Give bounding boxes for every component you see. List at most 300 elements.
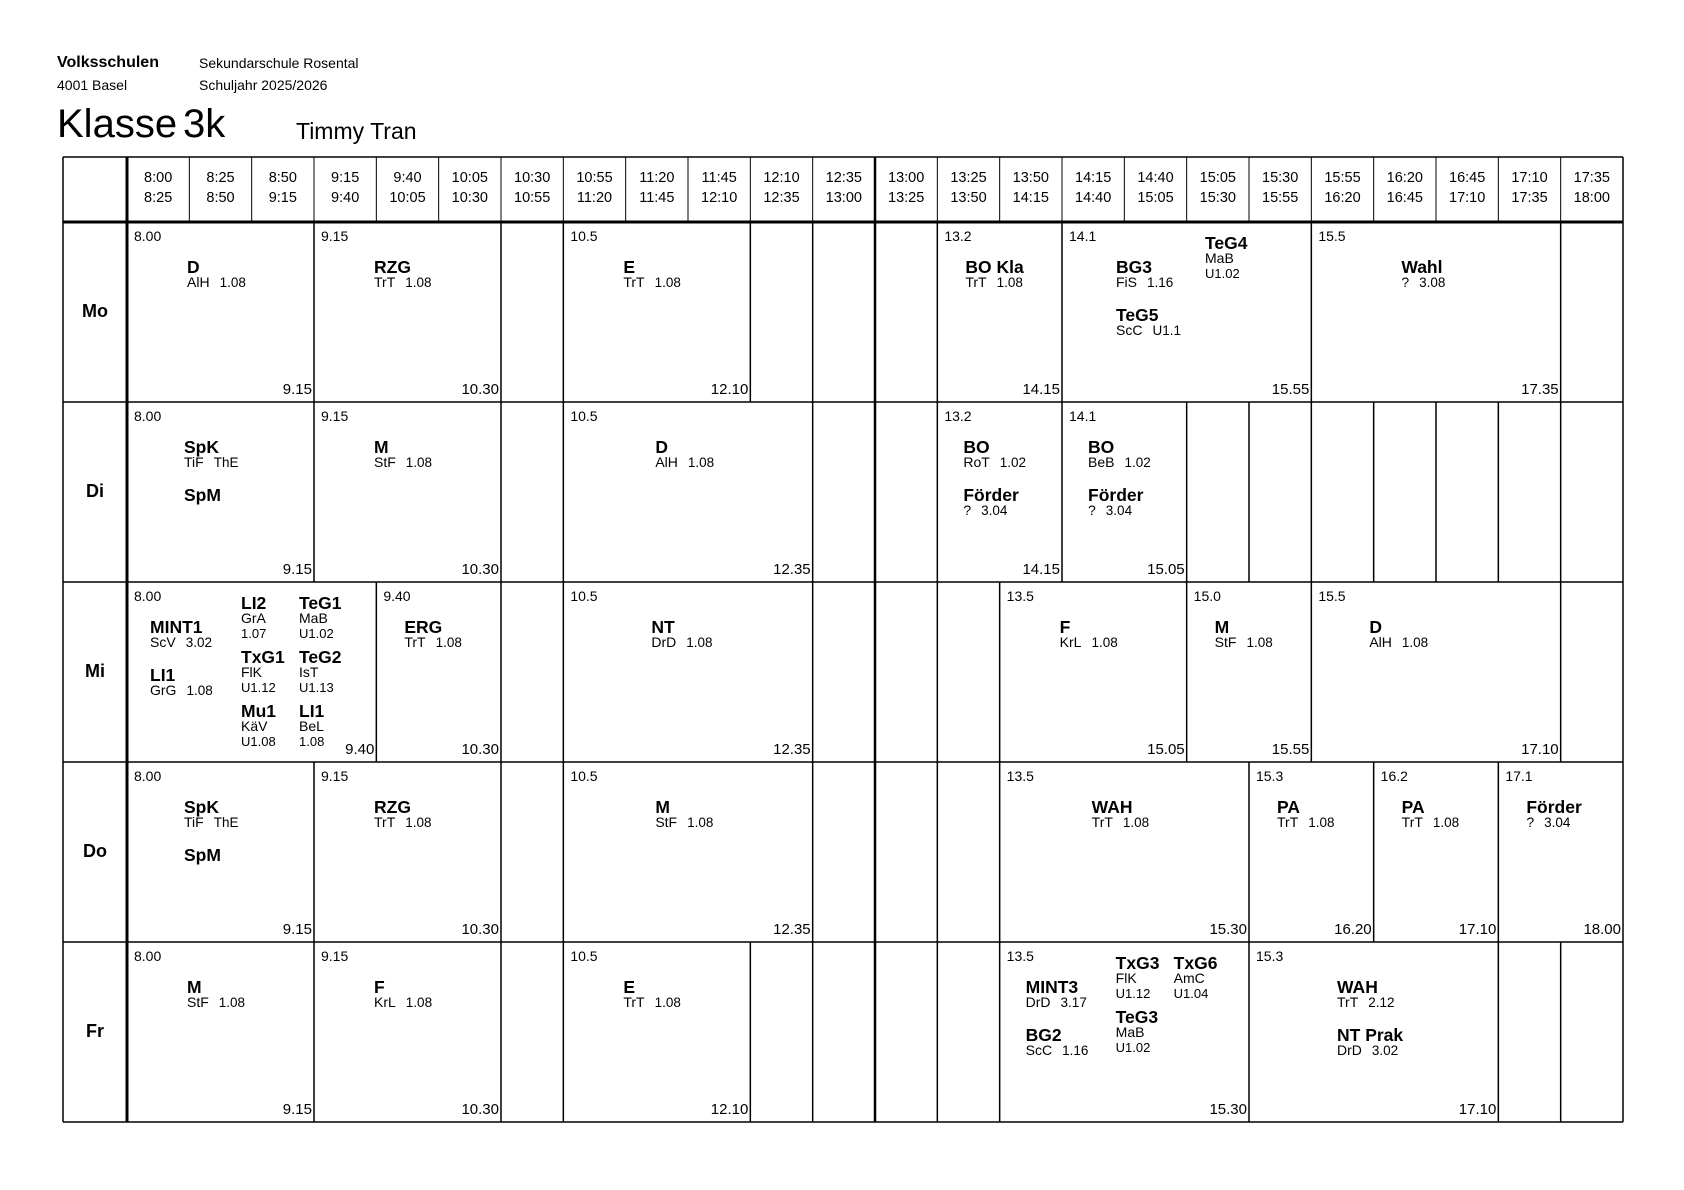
- lesson-start-time: 10.5: [570, 588, 598, 604]
- room-code: 1.02: [1124, 455, 1151, 470]
- room-code: 1.08: [654, 995, 681, 1010]
- subject-code: LI1: [299, 701, 325, 721]
- subject-code: M: [187, 977, 202, 997]
- subject-code: D: [1369, 617, 1382, 637]
- room-code: U1.04: [1173, 986, 1209, 1001]
- lesson-entry: [1088, 485, 1144, 518]
- subject-code: WAH: [1091, 797, 1133, 817]
- lesson-entry: [184, 437, 239, 470]
- lesson-end-time: 10.30: [461, 921, 499, 938]
- teacher-code: AmC: [1173, 970, 1205, 986]
- teacher-code: StF: [374, 454, 396, 470]
- teacher-code: TrT: [965, 274, 987, 290]
- lesson-entry: [404, 617, 462, 650]
- lesson-start-time: 17.1: [1505, 768, 1533, 784]
- room-code: 1.08: [405, 995, 433, 1010]
- time-slot-header: [127, 168, 189, 208]
- lesson-block[interactable]: [127, 222, 314, 402]
- slot-end-time: 13:25: [888, 190, 925, 206]
- room-code: 1.16: [1062, 1043, 1089, 1058]
- slot-start-time: 14:40: [1137, 170, 1174, 186]
- lesson-block[interactable]: [1374, 762, 1499, 942]
- lesson-block[interactable]: [563, 582, 812, 762]
- day-label: Mi: [85, 661, 105, 681]
- subject-code: NT Prak: [1337, 1025, 1404, 1045]
- lesson-block[interactable]: [563, 762, 812, 942]
- subject-code: Wahl: [1401, 257, 1443, 277]
- lesson-start-time: 15.3: [1256, 768, 1284, 784]
- lesson-end-time: 12.35: [773, 741, 811, 758]
- lesson-block[interactable]: [1311, 582, 1560, 762]
- lesson-entry: [1025, 1025, 1089, 1058]
- teacher-code: DrD: [1025, 994, 1051, 1010]
- lesson-entry: [1277, 797, 1335, 830]
- subject-code: LI1: [150, 665, 176, 685]
- teacher-code: AlH: [655, 454, 678, 470]
- room-code: U1.02: [299, 626, 334, 641]
- slot-start-time: 14:15: [1075, 170, 1112, 186]
- time-slot-header: [1187, 168, 1249, 208]
- teacher-code: ScC: [1025, 1042, 1053, 1058]
- room-code: U1.12: [1115, 986, 1151, 1001]
- subject-code: TxG1: [241, 647, 285, 667]
- lesson-start-time: 9.15: [321, 408, 349, 424]
- lesson-entry: [1059, 617, 1118, 650]
- lesson-start-time: 13.5: [1006, 768, 1034, 784]
- lesson-entry: [1091, 797, 1150, 830]
- slot-start-time: 17:35: [1573, 170, 1610, 186]
- lesson-end-time: 9.40: [345, 741, 375, 758]
- subject-code: MINT1: [150, 617, 203, 637]
- time-slot-header: [813, 168, 875, 208]
- subject-code: BO Kla: [965, 257, 1024, 277]
- slot-end-time: 9:15: [268, 190, 297, 206]
- room-code: 1.08: [218, 995, 246, 1010]
- slot-start-time: 12:10: [763, 170, 800, 186]
- teacher-code: TiF: [184, 814, 204, 830]
- lesson-start-time: 13.5: [1006, 588, 1034, 604]
- room-code: U1.1: [1152, 323, 1181, 338]
- lesson-block[interactable]: [1498, 762, 1623, 942]
- lesson-entry: [963, 485, 1019, 518]
- lesson-entry: [1088, 437, 1151, 470]
- lesson-block[interactable]: [1311, 222, 1560, 402]
- teacher-code: TiF: [184, 454, 204, 470]
- subject-code: M: [655, 797, 670, 817]
- day-label: Do: [83, 841, 107, 861]
- lesson-entry: [241, 593, 267, 641]
- teacher-code: BeB: [1088, 454, 1115, 470]
- teacher-code: ?: [963, 502, 972, 518]
- slot-start-time: 13:00: [888, 170, 925, 186]
- lesson-end-time: 15.55: [1271, 381, 1310, 398]
- room-code: 3.04: [981, 503, 1008, 518]
- room-code: 1.08: [1122, 815, 1150, 830]
- teacher-code: KrL: [1059, 634, 1082, 650]
- time-slot-header: [563, 168, 625, 208]
- lesson-end-time: 9.15: [282, 561, 312, 578]
- lesson-block[interactable]: [127, 582, 376, 762]
- lesson-entry: [1115, 953, 1160, 1001]
- lesson-end-time: 15.55: [1271, 741, 1310, 758]
- teacher-code: GrG: [150, 682, 177, 698]
- time-slot-header: [1498, 168, 1560, 208]
- time-slot-header: [937, 168, 999, 208]
- lesson-entry: [623, 257, 681, 290]
- subject-code: Mu1: [241, 701, 276, 721]
- time-slot-header: [314, 168, 376, 208]
- room-code: 3.02: [185, 635, 212, 650]
- lesson-end-time: 15.05: [1147, 561, 1185, 578]
- teacher-code: TrT: [404, 634, 426, 650]
- lesson-entry: [150, 617, 212, 650]
- subject-code: D: [187, 257, 200, 277]
- slot-end-time: 10:05: [389, 190, 426, 206]
- slot-end-time: 14:40: [1075, 190, 1112, 206]
- slot-end-time: 15:05: [1137, 190, 1174, 206]
- lesson-start-time: 15.5: [1318, 588, 1346, 604]
- room-code: 1.08: [996, 275, 1023, 290]
- slot-end-time: 16:45: [1386, 190, 1423, 206]
- subject-code: TeG4: [1205, 233, 1248, 253]
- school-city: 4001 Basel: [57, 77, 128, 93]
- slot-start-time: 11:20: [639, 170, 675, 186]
- subject-code: RZG: [374, 257, 411, 277]
- subject-code: D: [655, 437, 668, 457]
- room-code: U1.02: [1205, 266, 1240, 281]
- room-code: 1.08: [1246, 635, 1273, 650]
- lesson-entry: [1173, 953, 1218, 1001]
- slot-end-time: 13:50: [950, 190, 987, 206]
- lesson-start-time: 10.5: [570, 228, 598, 244]
- room-code: 1.08: [1432, 815, 1460, 830]
- school-name: Volksschulen: [57, 54, 159, 71]
- teacher-code: ?: [1088, 502, 1096, 518]
- subject-code: M: [374, 437, 389, 457]
- subject-code: F: [374, 977, 385, 997]
- lesson-entry: [241, 701, 276, 749]
- lesson-entry: [1369, 617, 1429, 650]
- teacher-code: TrT: [1337, 994, 1359, 1010]
- lesson-block[interactable]: [563, 942, 750, 1122]
- slot-start-time: 15:55: [1324, 170, 1361, 186]
- teacher-code: TrT: [1091, 814, 1113, 830]
- teacher-code: TrT: [374, 274, 396, 290]
- time-slot-header: [1000, 168, 1062, 208]
- time-slot-header: [1249, 168, 1311, 208]
- lesson-block[interactable]: [1249, 942, 1498, 1122]
- lesson-start-time: 13.2: [944, 408, 972, 424]
- room-code: 1.07: [241, 626, 267, 641]
- time-slot-header: [1062, 168, 1124, 208]
- teacher-code: MaB: [1205, 250, 1234, 266]
- room-code: U1.12: [241, 680, 276, 695]
- room-code: 1.08: [654, 275, 681, 290]
- teacher-code: DrD: [651, 634, 677, 650]
- slot-end-time: 11:45: [639, 190, 675, 206]
- room-code: 1.08: [299, 734, 325, 749]
- lesson-start-time: 14.1: [1069, 228, 1097, 244]
- subject-code: TeG5: [1116, 305, 1159, 325]
- lesson-entry: [374, 797, 432, 830]
- lesson-start-time: 8.00: [134, 408, 162, 424]
- teacher-code: ?: [1401, 274, 1410, 290]
- lesson-block[interactable]: [1062, 222, 1311, 402]
- teacher-code: ?: [1526, 814, 1535, 830]
- teacher-code: TrT: [623, 274, 645, 290]
- lesson-start-time: 15.3: [1256, 948, 1284, 964]
- teacher-code: GrA: [241, 610, 266, 626]
- subject-code: Förder: [963, 485, 1019, 505]
- lesson-block[interactable]: [127, 402, 314, 582]
- lesson-entry: [655, 437, 715, 470]
- slot-end-time: 10:55: [514, 190, 551, 206]
- lesson-entry: [184, 485, 221, 505]
- slot-start-time: 16:20: [1386, 170, 1423, 186]
- slot-start-time: 8:00: [144, 170, 173, 186]
- time-slot-header: [626, 168, 688, 208]
- lesson-start-time: 9.15: [321, 768, 349, 784]
- lesson-block[interactable]: [376, 582, 501, 762]
- subject-code: BO: [963, 437, 990, 457]
- time-slot-header: [501, 168, 563, 208]
- lesson-entry: [1337, 977, 1395, 1010]
- lesson-entry: [655, 797, 714, 830]
- lesson-entry: [299, 701, 325, 749]
- lesson-entry: [623, 977, 681, 1010]
- school-year: Schuljahr 2025/2026: [199, 77, 328, 93]
- lesson-start-time: 10.5: [570, 948, 598, 964]
- lesson-entry: [1337, 1025, 1404, 1058]
- lesson-end-time: 10.30: [461, 381, 499, 398]
- teacher-name: Timmy Tran: [296, 118, 417, 144]
- lesson-start-time: 8.00: [134, 228, 162, 244]
- lesson-start-time: 9.15: [321, 228, 349, 244]
- teacher-code: StF: [1214, 634, 1237, 650]
- lesson-start-time: 8.00: [134, 768, 162, 784]
- lesson-end-time: 17.10: [1458, 1101, 1497, 1118]
- slot-end-time: 8:50: [206, 190, 235, 206]
- subject-code: TxG3: [1115, 953, 1160, 973]
- time-slot-header: [1561, 168, 1623, 208]
- lesson-start-time: 14.1: [1069, 408, 1097, 424]
- lesson-block[interactable]: [314, 762, 501, 942]
- lesson-entry: [963, 437, 1027, 470]
- slot-end-time: 17:35: [1511, 190, 1548, 206]
- slot-end-time: 15:30: [1199, 190, 1236, 206]
- slot-start-time: 13:50: [1012, 170, 1049, 186]
- lesson-entry: [374, 437, 433, 470]
- time-slot-header: [189, 168, 251, 208]
- teacher-code: FiS: [1116, 274, 1137, 290]
- lesson-end-time: 17.10: [1521, 741, 1559, 758]
- subject-code: SpK: [184, 437, 219, 457]
- lesson-start-time: 13.5: [1006, 948, 1034, 964]
- subject-code: Förder: [1088, 485, 1144, 505]
- slot-start-time: 13:25: [950, 170, 987, 186]
- slot-end-time: 17:10: [1449, 190, 1486, 206]
- teacher-code: FlK: [241, 664, 262, 680]
- slot-end-time: 14:15: [1012, 190, 1049, 206]
- lesson-end-time: 12.35: [773, 921, 811, 938]
- lesson-block[interactable]: [127, 942, 314, 1122]
- subject-code: RZG: [374, 797, 411, 817]
- lesson-start-time: 15.0: [1193, 588, 1221, 604]
- room-code: 1.08: [1091, 635, 1118, 650]
- subject-code: BG3: [1116, 257, 1152, 277]
- subject-code: F: [1059, 617, 1071, 637]
- teacher-code: TrT: [623, 994, 645, 1010]
- lesson-block[interactable]: [563, 402, 812, 582]
- lesson-block[interactable]: [314, 942, 501, 1122]
- subject-code: TeG2: [299, 647, 342, 667]
- lesson-block[interactable]: [127, 762, 314, 942]
- lesson-end-time: 10.30: [461, 741, 499, 758]
- lesson-start-time: 10.5: [570, 408, 598, 424]
- lesson-end-time: 17.35: [1521, 381, 1559, 398]
- lesson-block[interactable]: [937, 222, 1062, 402]
- lesson-block[interactable]: [1187, 582, 1312, 762]
- subject-code: E: [623, 257, 636, 277]
- lesson-start-time: 13.2: [944, 228, 972, 244]
- room-code: 2.12: [1368, 995, 1395, 1010]
- lesson-start-time: 8.00: [134, 948, 162, 964]
- slot-start-time: 15:05: [1199, 170, 1236, 186]
- class-name: 3k: [183, 102, 226, 146]
- subject-code: TxG6: [1173, 953, 1218, 973]
- lesson-block[interactable]: [314, 402, 501, 582]
- lesson-block[interactable]: [1249, 762, 1374, 942]
- lesson-entry: [299, 593, 342, 641]
- teacher-code: IsT: [299, 664, 319, 680]
- teacher-code: FlK: [1115, 970, 1137, 986]
- lesson-entry: [1115, 1007, 1159, 1055]
- subject-code: BG2: [1025, 1025, 1062, 1045]
- lesson-block[interactable]: [937, 402, 1062, 582]
- subject-code: Förder: [1526, 797, 1582, 817]
- slot-start-time: 15:30: [1262, 170, 1299, 186]
- lesson-block[interactable]: [1000, 582, 1187, 762]
- room-code: U1.08: [241, 734, 276, 749]
- room-code: 3.17: [1060, 995, 1087, 1010]
- subject-code: PA: [1277, 797, 1301, 817]
- lesson-end-time: 15.30: [1209, 1101, 1247, 1118]
- time-slot-header: [875, 168, 937, 208]
- room-code: 3.04: [1544, 815, 1571, 830]
- room-code: 1.08: [687, 455, 715, 470]
- teacher-code: ScV: [150, 634, 176, 650]
- lesson-block[interactable]: [1000, 762, 1249, 942]
- lesson-entry: [187, 257, 246, 290]
- lesson-entry: [1116, 257, 1174, 290]
- subject-code: SpK: [184, 797, 219, 817]
- subject-code: LI2: [241, 593, 267, 613]
- lesson-end-time: 14.15: [1022, 561, 1060, 578]
- day-label: Di: [86, 481, 104, 501]
- teacher-code: TrT: [374, 814, 396, 830]
- lesson-start-time: 8.00: [134, 588, 162, 604]
- slot-end-time: 15:55: [1262, 190, 1299, 206]
- room-code: 1.08: [435, 635, 462, 650]
- slot-start-time: 9:40: [393, 170, 422, 186]
- lesson-end-time: 9.15: [282, 921, 312, 938]
- subject-code: E: [623, 977, 636, 997]
- lesson-end-time: 9.15: [282, 1101, 312, 1118]
- lesson-entry: [374, 257, 432, 290]
- lesson-end-time: 17.10: [1458, 921, 1497, 938]
- room-code: 1.08: [405, 455, 433, 470]
- room-code: 1.08: [1401, 635, 1429, 650]
- lesson-start-time: 9.40: [383, 588, 411, 604]
- slot-end-time: 16:20: [1324, 190, 1361, 206]
- teacher-code: StF: [655, 814, 678, 830]
- slot-start-time: 8:25: [206, 170, 235, 186]
- room-code: U1.02: [1115, 1040, 1151, 1055]
- lesson-block[interactable]: [1000, 942, 1249, 1122]
- subject-code: BO: [1088, 437, 1115, 457]
- lesson-end-time: 12.10: [710, 1101, 749, 1118]
- lesson-end-time: 10.30: [461, 561, 499, 578]
- subject-code: TeG1: [299, 593, 342, 613]
- lesson-entry: [374, 977, 433, 1010]
- slot-end-time: 12:35: [763, 190, 800, 206]
- time-slot-header: [376, 168, 438, 208]
- slot-end-time: 8:25: [144, 190, 173, 206]
- lesson-entry: [965, 257, 1024, 290]
- slot-start-time: 10:55: [576, 170, 613, 186]
- teacher-code: RoT: [963, 454, 990, 470]
- lesson-entry: [187, 977, 246, 1010]
- lesson-start-time: 16.2: [1380, 768, 1408, 784]
- lesson-end-time: 12.10: [710, 381, 749, 398]
- subject-code: PA: [1401, 797, 1425, 817]
- subject-code: SpM: [184, 845, 221, 865]
- slot-end-time: 12:10: [701, 190, 738, 206]
- lesson-entry: [184, 845, 221, 865]
- subject-code: M: [1214, 617, 1230, 637]
- lesson-entry: [651, 617, 713, 650]
- lesson-start-time: 10.5: [570, 768, 598, 784]
- lesson-end-time: 15.05: [1147, 741, 1185, 758]
- slot-end-time: 9:40: [331, 190, 360, 206]
- room-code: ThE: [213, 815, 239, 830]
- subject-code: MINT3: [1025, 977, 1079, 997]
- lesson-start-time: 15.5: [1318, 228, 1346, 244]
- teacher-code: AlH: [1369, 634, 1392, 650]
- lesson-end-time: 16.20: [1334, 921, 1372, 938]
- lesson-entry: [1401, 797, 1460, 830]
- room-code: ThE: [213, 455, 239, 470]
- lesson-entry: [299, 647, 342, 695]
- slot-start-time: 10:05: [451, 170, 488, 186]
- time-slot-header: [1436, 168, 1498, 208]
- slot-start-time: 9:15: [331, 170, 360, 186]
- school-unit: Sekundarschule Rosental: [199, 55, 359, 71]
- teacher-code: TrT: [1401, 814, 1423, 830]
- teacher-code: DrD: [1337, 1042, 1362, 1058]
- slot-start-time: 11:45: [701, 170, 737, 186]
- lesson-block[interactable]: [314, 222, 501, 402]
- lesson-end-time: 9.15: [282, 381, 312, 398]
- lesson-entry: [1205, 233, 1248, 281]
- lesson-block[interactable]: [1062, 402, 1187, 582]
- time-slot-header: [1374, 168, 1436, 208]
- teacher-code: StF: [187, 994, 209, 1010]
- lesson-block[interactable]: [563, 222, 750, 402]
- slot-end-time: 13:00: [825, 190, 862, 206]
- lesson-entry: [1214, 617, 1273, 650]
- teacher-code: AlH: [187, 274, 210, 290]
